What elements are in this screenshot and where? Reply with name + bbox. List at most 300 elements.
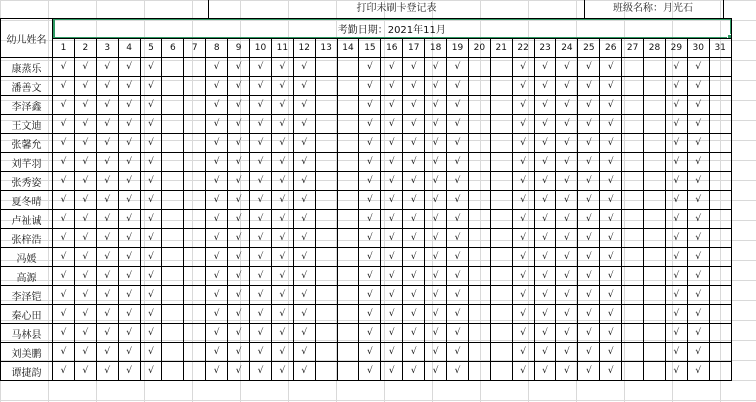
attendance-cell[interactable]: √ (403, 153, 425, 172)
attendance-cell[interactable]: √ (293, 210, 315, 229)
attendance-cell[interactable]: √ (556, 324, 578, 343)
attendance-cell[interactable] (644, 58, 666, 77)
attendance-cell[interactable] (490, 343, 512, 362)
attendance-cell[interactable] (315, 210, 337, 229)
attendance-cell[interactable] (709, 134, 731, 153)
attendance-cell[interactable] (709, 153, 731, 172)
attendance-cell[interactable]: √ (578, 324, 600, 343)
day-header-22[interactable]: 22 (512, 39, 534, 58)
attendance-cell[interactable] (709, 286, 731, 305)
attendance-cell[interactable]: √ (53, 305, 75, 324)
attendance-cell[interactable]: √ (359, 305, 381, 324)
day-header-2[interactable]: 2 (74, 39, 96, 58)
attendance-cell[interactable]: √ (271, 153, 293, 172)
attendance-cell[interactable] (162, 248, 184, 267)
day-header-16[interactable]: 16 (381, 39, 403, 58)
attendance-cell[interactable]: √ (359, 191, 381, 210)
attendance-cell[interactable]: √ (228, 191, 250, 210)
attendance-cell[interactable] (468, 210, 490, 229)
attendance-cell[interactable]: √ (381, 229, 403, 248)
attendance-cell[interactable] (709, 172, 731, 191)
attendance-cell[interactable] (162, 96, 184, 115)
child-name[interactable]: 冯媛 (1, 248, 53, 267)
attendance-cell[interactable]: √ (74, 286, 96, 305)
attendance-cell[interactable] (162, 77, 184, 96)
attendance-cell[interactable]: √ (687, 229, 709, 248)
attendance-cell[interactable]: √ (556, 210, 578, 229)
attendance-cell[interactable]: √ (403, 191, 425, 210)
day-header-11[interactable]: 11 (271, 39, 293, 58)
attendance-cell[interactable] (468, 343, 490, 362)
attendance-cell[interactable]: √ (600, 115, 622, 134)
attendance-cell[interactable]: √ (403, 362, 425, 381)
attendance-cell[interactable] (490, 210, 512, 229)
attendance-cell[interactable]: √ (556, 134, 578, 153)
child-name[interactable]: 张梓浩 (1, 229, 53, 248)
attendance-cell[interactable]: √ (74, 58, 96, 77)
attendance-cell[interactable]: √ (425, 229, 447, 248)
attendance-cell[interactable]: √ (556, 362, 578, 381)
day-header-29[interactable]: 29 (665, 39, 687, 58)
attendance-cell[interactable] (622, 58, 644, 77)
attendance-cell[interactable] (709, 115, 731, 134)
attendance-cell[interactable]: √ (512, 267, 534, 286)
attendance-cell[interactable]: √ (403, 96, 425, 115)
attendance-cell[interactable]: √ (228, 96, 250, 115)
attendance-cell[interactable]: √ (665, 229, 687, 248)
attendance-cell[interactable]: √ (140, 77, 162, 96)
day-header-13[interactable]: 13 (315, 39, 337, 58)
attendance-cell[interactable]: √ (381, 191, 403, 210)
attendance-cell[interactable]: √ (578, 210, 600, 229)
attendance-cell[interactable]: √ (206, 153, 228, 172)
attendance-cell[interactable] (622, 210, 644, 229)
attendance-cell[interactable]: √ (381, 248, 403, 267)
child-name[interactable]: 马林县 (1, 324, 53, 343)
attendance-cell[interactable]: √ (381, 172, 403, 191)
attendance-cell[interactable]: √ (600, 362, 622, 381)
attendance-cell[interactable]: √ (118, 267, 140, 286)
attendance-cell[interactable]: √ (534, 248, 556, 267)
attendance-cell[interactable]: √ (578, 172, 600, 191)
attendance-cell[interactable] (644, 343, 666, 362)
attendance-cell[interactable]: √ (556, 96, 578, 115)
attendance-cell[interactable]: √ (271, 58, 293, 77)
sheet-title[interactable]: 打印未刷卡登记表 (208, 0, 585, 18)
day-header-15[interactable]: 15 (359, 39, 381, 58)
attendance-cell[interactable]: √ (206, 172, 228, 191)
attendance-cell[interactable]: √ (665, 324, 687, 343)
attendance-cell[interactable]: √ (359, 286, 381, 305)
attendance-cell[interactable]: √ (271, 324, 293, 343)
attendance-cell[interactable] (709, 229, 731, 248)
attendance-cell[interactable] (622, 77, 644, 96)
attendance-cell[interactable]: √ (140, 210, 162, 229)
attendance-cell[interactable] (184, 267, 206, 286)
attendance-cell[interactable]: √ (600, 343, 622, 362)
attendance-cell[interactable]: √ (53, 115, 75, 134)
attendance-cell[interactable]: √ (665, 77, 687, 96)
attendance-cell[interactable]: √ (293, 172, 315, 191)
attendance-cell[interactable] (184, 96, 206, 115)
attendance-cell[interactable]: √ (96, 58, 118, 77)
attendance-cell[interactable]: √ (206, 324, 228, 343)
attendance-cell[interactable]: √ (600, 77, 622, 96)
attendance-cell[interactable]: √ (250, 343, 272, 362)
attendance-cell[interactable]: √ (600, 96, 622, 115)
attendance-cell[interactable]: √ (206, 229, 228, 248)
attendance-cell[interactable]: √ (140, 153, 162, 172)
attendance-cell[interactable] (622, 305, 644, 324)
attendance-cell[interactable]: √ (447, 362, 469, 381)
attendance-cell[interactable]: √ (425, 58, 447, 77)
attendance-cell[interactable]: √ (271, 286, 293, 305)
attendance-cell[interactable] (315, 286, 337, 305)
attendance-cell[interactable] (337, 153, 359, 172)
attendance-cell[interactable]: √ (250, 248, 272, 267)
attendance-cell[interactable]: √ (403, 343, 425, 362)
attendance-cell[interactable]: √ (447, 343, 469, 362)
attendance-cell[interactable]: √ (74, 191, 96, 210)
attendance-cell[interactable] (644, 191, 666, 210)
attendance-cell[interactable] (622, 324, 644, 343)
attendance-cell[interactable]: √ (118, 96, 140, 115)
attendance-cell[interactable]: √ (600, 210, 622, 229)
attendance-cell[interactable] (337, 343, 359, 362)
attendance-cell[interactable]: √ (271, 248, 293, 267)
attendance-cell[interactable]: √ (293, 134, 315, 153)
attendance-cell[interactable]: √ (425, 134, 447, 153)
attendance-cell[interactable] (490, 362, 512, 381)
attendance-cell[interactable]: √ (665, 305, 687, 324)
day-header-5[interactable]: 5 (140, 39, 162, 58)
day-header-17[interactable]: 17 (403, 39, 425, 58)
attendance-cell[interactable]: √ (359, 115, 381, 134)
attendance-cell[interactable]: √ (293, 343, 315, 362)
attendance-cell[interactable]: √ (600, 229, 622, 248)
attendance-cell[interactable]: √ (512, 210, 534, 229)
attendance-cell[interactable]: √ (665, 267, 687, 286)
attendance-cell[interactable]: √ (206, 191, 228, 210)
attendance-cell[interactable]: √ (381, 77, 403, 96)
attendance-cell[interactable]: √ (425, 248, 447, 267)
attendance-cell[interactable]: √ (96, 96, 118, 115)
attendance-cell[interactable]: √ (665, 134, 687, 153)
day-header-4[interactable]: 4 (118, 39, 140, 58)
attendance-cell[interactable]: √ (665, 286, 687, 305)
day-header-1[interactable]: 1 (53, 39, 75, 58)
attendance-cell[interactable]: √ (403, 229, 425, 248)
attendance-cell[interactable] (162, 267, 184, 286)
attendance-cell[interactable]: √ (293, 191, 315, 210)
attendance-cell[interactable]: √ (206, 210, 228, 229)
attendance-cell[interactable]: √ (118, 77, 140, 96)
attendance-cell[interactable] (162, 305, 184, 324)
child-name[interactable]: 张馨允 (1, 134, 53, 153)
child-name[interactable]: 卢祉诚 (1, 210, 53, 229)
attendance-cell[interactable] (162, 172, 184, 191)
day-header-19[interactable]: 19 (447, 39, 469, 58)
attendance-cell[interactable] (468, 324, 490, 343)
attendance-cell[interactable]: √ (140, 115, 162, 134)
day-header-10[interactable]: 10 (250, 39, 272, 58)
attendance-cell[interactable]: √ (665, 153, 687, 172)
attendance-cell[interactable]: √ (687, 267, 709, 286)
attendance-cell[interactable]: √ (140, 267, 162, 286)
attendance-cell[interactable] (490, 58, 512, 77)
day-header-8[interactable]: 8 (206, 39, 228, 58)
attendance-cell[interactable] (644, 77, 666, 96)
attendance-cell[interactable]: √ (425, 191, 447, 210)
attendance-cell[interactable]: √ (74, 267, 96, 286)
empty-header-cell[interactable] (0, 0, 208, 18)
attendance-cell[interactable] (622, 343, 644, 362)
attendance-cell[interactable]: √ (359, 153, 381, 172)
attendance-cell[interactable]: √ (206, 343, 228, 362)
attendance-cell[interactable]: √ (665, 115, 687, 134)
attendance-cell[interactable]: √ (293, 153, 315, 172)
child-name[interactable]: 王文迪 (1, 115, 53, 134)
attendance-cell[interactable]: √ (447, 210, 469, 229)
attendance-cell[interactable] (644, 305, 666, 324)
attendance-cell[interactable]: √ (53, 191, 75, 210)
attendance-cell[interactable]: √ (381, 362, 403, 381)
attendance-cell[interactable]: √ (96, 172, 118, 191)
attendance-cell[interactable]: √ (381, 58, 403, 77)
attendance-cell[interactable] (622, 286, 644, 305)
attendance-cell[interactable]: √ (556, 343, 578, 362)
attendance-cell[interactable] (337, 248, 359, 267)
attendance-cell[interactable]: √ (578, 267, 600, 286)
attendance-cell[interactable] (622, 134, 644, 153)
day-header-7[interactable]: 7 (184, 39, 206, 58)
attendance-cell[interactable] (184, 362, 206, 381)
attendance-cell[interactable]: √ (556, 248, 578, 267)
attendance-cell[interactable]: √ (534, 343, 556, 362)
attendance-cell[interactable] (184, 58, 206, 77)
attendance-cell[interactable]: √ (687, 305, 709, 324)
attendance-cell[interactable]: √ (534, 172, 556, 191)
attendance-cell[interactable] (162, 58, 184, 77)
attendance-cell[interactable] (622, 153, 644, 172)
attendance-cell[interactable]: √ (250, 286, 272, 305)
attendance-cell[interactable]: √ (228, 172, 250, 191)
child-name[interactable]: 秦心田 (1, 305, 53, 324)
attendance-cell[interactable]: √ (447, 58, 469, 77)
attendance-cell[interactable]: √ (447, 305, 469, 324)
attendance-cell[interactable]: √ (118, 229, 140, 248)
attendance-cell[interactable] (644, 96, 666, 115)
attendance-cell[interactable]: √ (96, 115, 118, 134)
attendance-cell[interactable]: √ (293, 286, 315, 305)
attendance-cell[interactable]: √ (359, 58, 381, 77)
attendance-cell[interactable]: √ (381, 324, 403, 343)
attendance-cell[interactable]: √ (534, 305, 556, 324)
attendance-cell[interactable]: √ (96, 305, 118, 324)
attendance-cell[interactable] (622, 267, 644, 286)
attendance-cell[interactable] (644, 115, 666, 134)
attendance-cell[interactable]: √ (687, 324, 709, 343)
day-header-23[interactable]: 23 (534, 39, 556, 58)
attendance-cell[interactable] (337, 77, 359, 96)
attendance-cell[interactable] (622, 96, 644, 115)
attendance-cell[interactable]: √ (534, 115, 556, 134)
attendance-cell[interactable] (162, 115, 184, 134)
attendance-cell[interactable] (315, 153, 337, 172)
attendance-cell[interactable] (468, 115, 490, 134)
attendance-cell[interactable]: √ (228, 58, 250, 77)
attendance-cell[interactable]: √ (228, 267, 250, 286)
attendance-cell[interactable] (709, 58, 731, 77)
attendance-cell[interactable]: √ (53, 58, 75, 77)
attendance-cell[interactable] (315, 305, 337, 324)
attendance-cell[interactable]: √ (512, 96, 534, 115)
attendance-cell[interactable]: √ (250, 77, 272, 96)
attendance-cell[interactable]: √ (271, 229, 293, 248)
attendance-cell[interactable]: √ (74, 77, 96, 96)
attendance-cell[interactable]: √ (403, 210, 425, 229)
attendance-cell[interactable] (468, 191, 490, 210)
attendance-cell[interactable]: √ (293, 96, 315, 115)
attendance-cell[interactable]: √ (578, 134, 600, 153)
attendance-cell[interactable]: √ (228, 248, 250, 267)
attendance-cell[interactable]: √ (425, 267, 447, 286)
attendance-cell[interactable]: √ (96, 267, 118, 286)
child-name[interactable]: 刘芊羽 (1, 153, 53, 172)
attendance-cell[interactable] (337, 134, 359, 153)
attendance-cell[interactable]: √ (96, 134, 118, 153)
attendance-cell[interactable] (490, 172, 512, 191)
attendance-cell[interactable]: √ (534, 191, 556, 210)
attendance-cell[interactable] (337, 96, 359, 115)
attendance-cell[interactable] (162, 153, 184, 172)
attendance-cell[interactable]: √ (271, 191, 293, 210)
attendance-cell[interactable] (162, 134, 184, 153)
attendance-cell[interactable]: √ (293, 324, 315, 343)
attendance-cell[interactable] (315, 267, 337, 286)
attendance-cell[interactable]: √ (271, 172, 293, 191)
attendance-cell[interactable] (184, 77, 206, 96)
day-header-31[interactable]: 31 (709, 39, 731, 58)
attendance-cell[interactable] (315, 96, 337, 115)
attendance-cell[interactable]: √ (206, 362, 228, 381)
attendance-cell[interactable]: √ (53, 229, 75, 248)
attendance-cell[interactable]: √ (53, 343, 75, 362)
attendance-cell[interactable] (709, 305, 731, 324)
attendance-cell[interactable]: √ (96, 343, 118, 362)
attendance-cell[interactable]: √ (512, 343, 534, 362)
attendance-cell[interactable]: √ (118, 134, 140, 153)
attendance-cell[interactable]: √ (556, 58, 578, 77)
attendance-cell[interactable]: √ (118, 248, 140, 267)
attendance-cell[interactable]: √ (359, 343, 381, 362)
attendance-cell[interactable]: √ (74, 229, 96, 248)
child-name[interactable]: 张秀姿 (1, 172, 53, 191)
attendance-cell[interactable]: √ (600, 58, 622, 77)
attendance-cell[interactable]: √ (687, 77, 709, 96)
attendance-cell[interactable] (162, 343, 184, 362)
attendance-cell[interactable]: √ (425, 77, 447, 96)
attendance-cell[interactable]: √ (228, 286, 250, 305)
attendance-date-cell[interactable] (53, 19, 732, 39)
attendance-cell[interactable]: √ (271, 96, 293, 115)
attendance-cell[interactable] (490, 96, 512, 115)
attendance-cell[interactable]: √ (687, 248, 709, 267)
attendance-cell[interactable]: √ (512, 172, 534, 191)
attendance-cell[interactable]: √ (512, 362, 534, 381)
attendance-cell[interactable]: √ (228, 115, 250, 134)
attendance-cell[interactable]: √ (578, 362, 600, 381)
attendance-cell[interactable] (468, 153, 490, 172)
attendance-cell[interactable] (644, 267, 666, 286)
attendance-cell[interactable]: √ (687, 191, 709, 210)
attendance-cell[interactable]: √ (578, 191, 600, 210)
attendance-cell[interactable]: √ (381, 286, 403, 305)
attendance-cell[interactable]: √ (118, 343, 140, 362)
attendance-cell[interactable]: √ (403, 324, 425, 343)
attendance-cell[interactable]: √ (118, 210, 140, 229)
attendance-cell[interactable] (622, 229, 644, 248)
attendance-cell[interactable]: √ (271, 343, 293, 362)
attendance-cell[interactable] (184, 134, 206, 153)
attendance-cell[interactable]: √ (665, 191, 687, 210)
attendance-cell[interactable]: √ (271, 115, 293, 134)
attendance-cell[interactable]: √ (250, 58, 272, 77)
attendance-cell[interactable] (315, 362, 337, 381)
name-column-header[interactable]: 幼儿姓名 (1, 19, 53, 58)
child-name[interactable]: 潘善文 (1, 77, 53, 96)
attendance-cell[interactable]: √ (556, 229, 578, 248)
attendance-cell[interactable]: √ (118, 286, 140, 305)
attendance-cell[interactable]: √ (359, 77, 381, 96)
attendance-cell[interactable]: √ (53, 286, 75, 305)
attendance-cell[interactable]: √ (425, 305, 447, 324)
attendance-cell[interactable]: √ (687, 115, 709, 134)
attendance-cell[interactable]: √ (271, 362, 293, 381)
attendance-cell[interactable] (184, 191, 206, 210)
attendance-cell[interactable]: √ (512, 248, 534, 267)
attendance-cell[interactable]: √ (53, 248, 75, 267)
day-header-3[interactable]: 3 (96, 39, 118, 58)
attendance-cell[interactable]: √ (140, 96, 162, 115)
attendance-cell[interactable] (162, 229, 184, 248)
attendance-cell[interactable]: √ (403, 267, 425, 286)
attendance-cell[interactable]: √ (534, 324, 556, 343)
attendance-cell[interactable]: √ (96, 191, 118, 210)
attendance-cell[interactable]: √ (556, 153, 578, 172)
attendance-cell[interactable]: √ (359, 172, 381, 191)
attendance-cell[interactable] (490, 77, 512, 96)
attendance-cell[interactable]: √ (556, 115, 578, 134)
attendance-cell[interactable]: √ (665, 362, 687, 381)
attendance-cell[interactable]: √ (228, 77, 250, 96)
attendance-cell[interactable]: √ (381, 115, 403, 134)
attendance-cell[interactable] (644, 172, 666, 191)
attendance-cell[interactable]: √ (250, 210, 272, 229)
attendance-cell[interactable]: √ (381, 305, 403, 324)
attendance-cell[interactable] (337, 58, 359, 77)
attendance-cell[interactable] (709, 191, 731, 210)
attendance-cell[interactable] (709, 267, 731, 286)
attendance-cell[interactable]: √ (578, 305, 600, 324)
attendance-cell[interactable] (644, 210, 666, 229)
attendance-cell[interactable]: √ (425, 286, 447, 305)
attendance-cell[interactable]: √ (578, 77, 600, 96)
attendance-cell[interactable]: √ (687, 343, 709, 362)
attendance-cell[interactable]: √ (687, 134, 709, 153)
attendance-cell[interactable]: √ (556, 286, 578, 305)
attendance-cell[interactable] (337, 324, 359, 343)
